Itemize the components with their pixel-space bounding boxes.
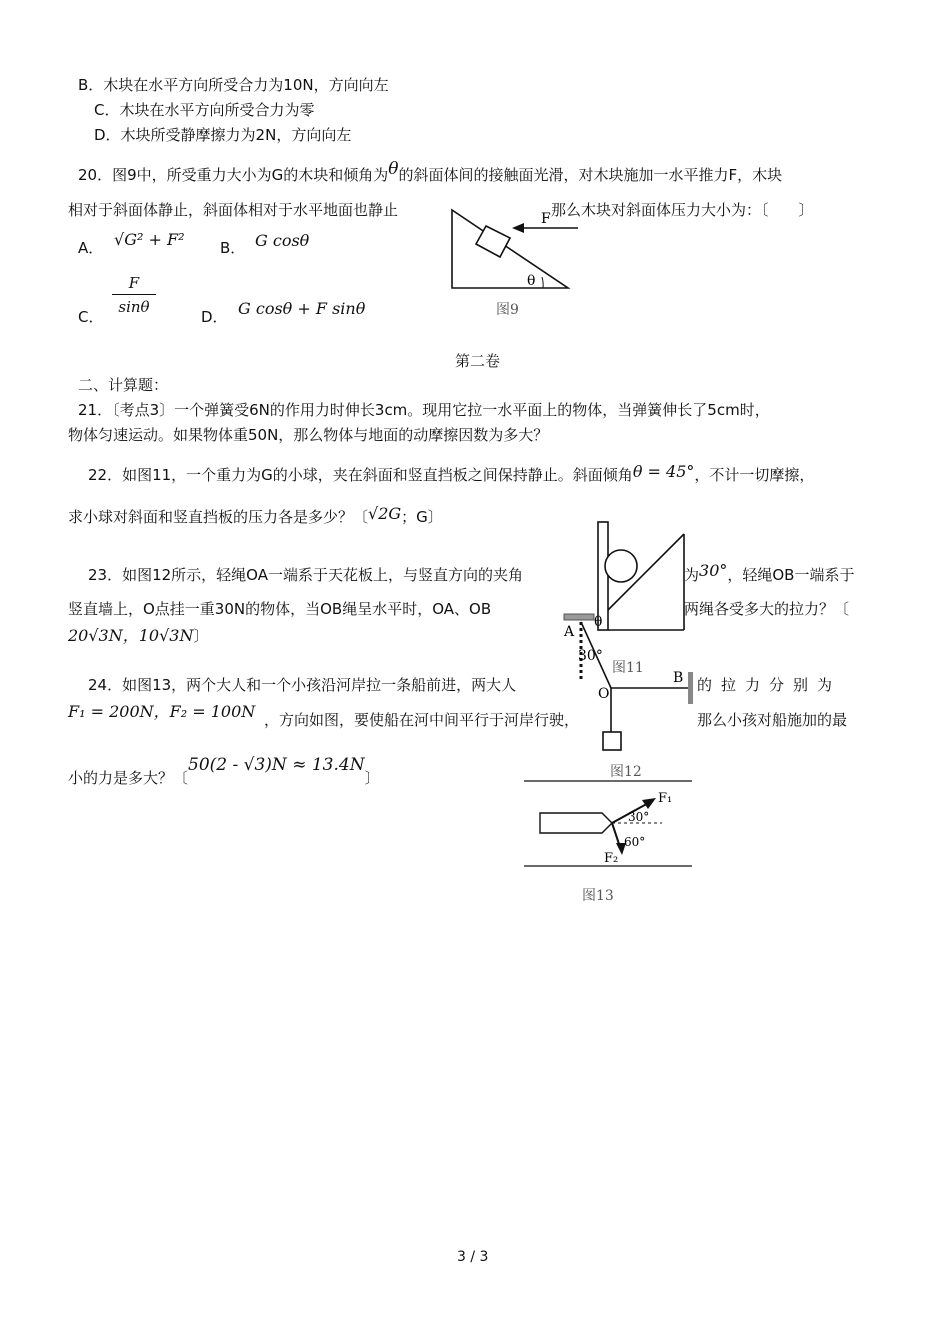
figure-13-caption: 图13 [582,888,614,904]
angle-arc [542,277,543,288]
q20-theta: θ [388,159,399,179]
arrowhead [512,223,524,233]
q22-text-d: ；G〕 [401,508,443,526]
q23-line1-right [684,561,855,585]
q20-line1 [78,159,783,185]
label-b: B [673,670,684,686]
q20-text-b: 的斜面体间的接触面光滑，对木块施加一水平推力F，木块 [398,166,783,184]
q23-angle-math: 30° [699,561,728,580]
figure-11-caption: 图11 [612,660,644,676]
q24-line1a: 24．如图13，两个大人和一个小孩沿河岸拉一条船前进，两大人 [88,676,517,694]
q19-option-c: C．木块在水平方向所受合力为零 [94,101,315,119]
q24-line2a: ，方向如图，要使船在河中间平行于河岸行驶， [264,711,580,729]
q23-text-b: 为 [684,566,700,584]
figure-12-caption: 图12 [610,764,642,780]
angle-label: θ [594,614,603,630]
q22-answer-math: √2G [368,504,402,523]
ball [605,550,637,582]
section-heading: 二、计算题： [78,376,169,394]
q23-line2a: 竖直墙上，O点挂一重30N的物体，当OB绳呈水平时，OA、OB [68,600,492,618]
section-title: 第二卷 [455,352,501,370]
label-f1: F₁ [658,791,673,806]
q20-option-c-denominator: sinθ [118,298,150,316]
arrowhead [642,798,656,809]
q22-line1 [88,462,815,485]
q20-option-c-numerator: F [112,272,156,295]
q21-line1: 21．〔考点3〕一个弹簧受6N的作用力时伸长3cm。现用它拉一水平面上的物体，当弹簧伸长了5cm时， [78,401,770,419]
q23-line3 [68,626,209,646]
wooden-block [476,226,510,257]
q20-line2b: 那么木块对斜面体压力大小为：〔 〕 [551,201,814,219]
q20-option-b-label: B． [220,239,246,257]
q23-text-c: ，轻绳OB一端系于 [727,566,855,584]
q23-text-d: 〕 [193,627,209,645]
q22-text-c: 求小球对斜面和竖直挡板的压力各是多少？〔 [68,508,369,526]
q21-line2: 物体匀速运动。如果物体重50N，那么物体与地面的动摩擦因数为多大？ [68,426,549,444]
weight-block [603,732,621,750]
q24-line1b: 的拉力分别为 [697,676,842,694]
q22-text-a: 22．如图11，一个重力为G的小球，夹在斜面和竖直挡板之间保持静止。斜面倾角 [88,466,633,484]
force-label: F [541,211,551,227]
label-a: A [564,624,575,640]
q22-angle-math: θ = 45° [632,462,695,481]
figure-13 [520,776,700,906]
q19-option-d: D．木块所受静摩擦力为2N，方向向左 [94,126,352,144]
q24-line2b: 那么小孩对船施加的最 [697,711,848,729]
figure-12 [558,612,708,782]
q24-text-c: 小的力是多大？〔 [68,769,189,787]
q20-option-a-label: A． [78,239,104,257]
q24-answer-math: 50(2 - √3)N ≈ 13.4N [188,755,365,775]
q20-option-c-fraction [112,272,156,319]
q20-option-d-math: G cosθ + F sinθ [238,299,366,318]
q20-option-b-math: G cosθ [255,231,310,250]
q20-option-c-label: C． [78,308,104,326]
wall [688,672,693,704]
q22-text-b: ，不计一切摩擦， [694,466,815,484]
q20-line2a: 相对于斜面体静止，斜面体相对于水平地面也静止 [68,201,399,219]
angle-label: θ [527,273,536,289]
angle2-label: 60° [624,835,646,849]
q20-option-a-math: √G² + F² [114,230,185,249]
page-number: 3 / 3 [457,1249,489,1265]
q23-answer-math: 20√3N，10√3N [68,626,194,645]
angle1-label: 30° [628,810,650,824]
angle-label: 30° [578,648,603,664]
q24-text-d: 〕 [364,769,380,787]
figure-9-caption: 图9 [496,302,519,318]
label-f2: F₂ [604,851,619,866]
ceiling [564,614,594,620]
q22-line2 [68,504,443,527]
q20-text-a: 20．图9中，所受重力大小为G的木块和倾角为 [78,166,389,184]
q19-option-b: B．木块在水平方向所受合力为10N，方向向左 [78,76,389,94]
q24-line3 [68,755,380,788]
q20-option-d-label: D． [201,308,228,326]
q23-line1a: 23．如图12所示，轻绳OA一端系于天花板上，与竖直方向的夹角 [88,566,523,584]
q23-line2b: 两绳各受多大的拉力？〔 [684,600,850,618]
boat [540,813,612,833]
q24-forces-math: F₁ = 200N，F₂ = 100N [68,702,256,721]
figure-9 [440,205,590,320]
label-o: O [598,686,610,702]
